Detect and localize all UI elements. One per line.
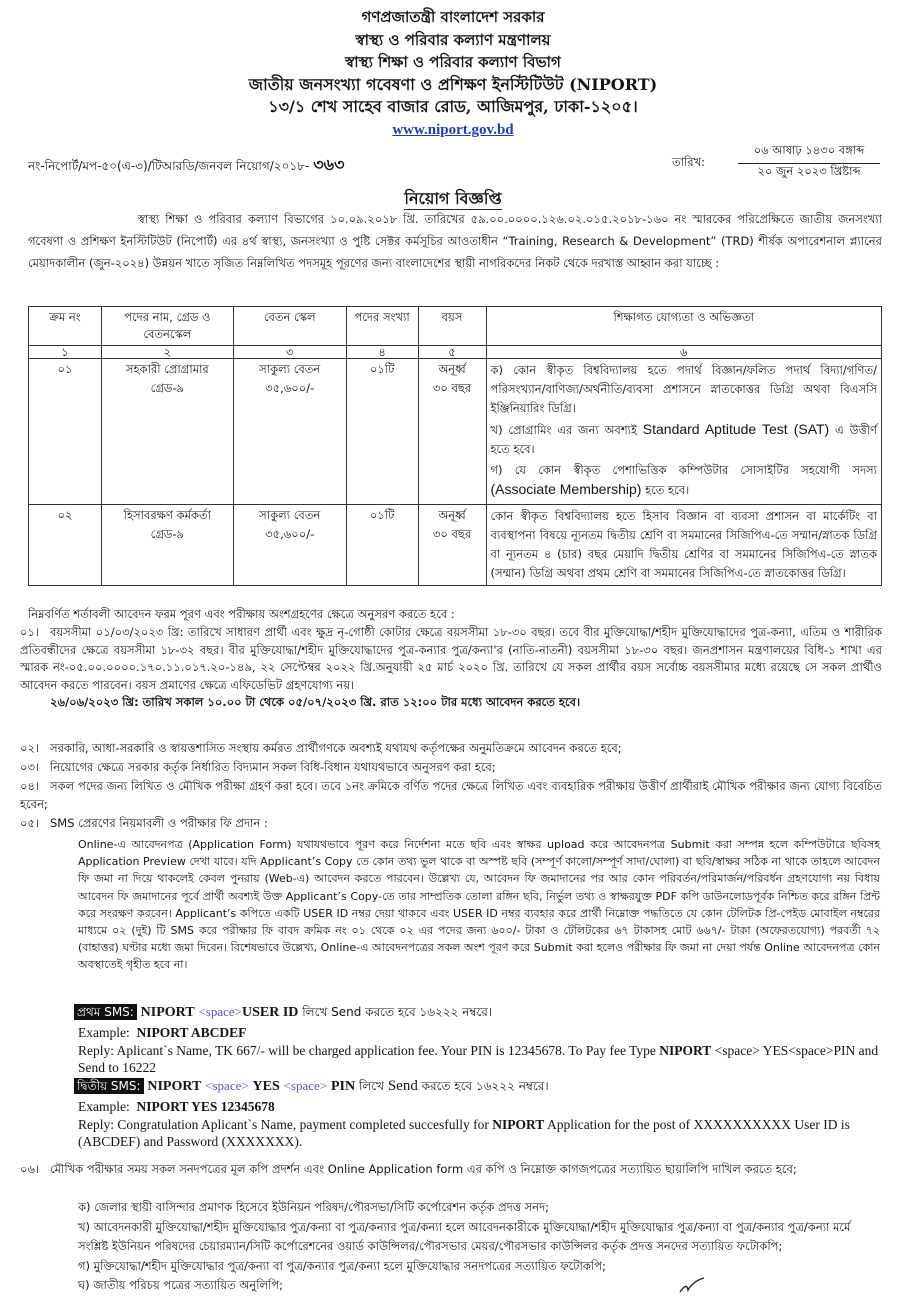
qualification-text: গ) যে কোন স্বীকৃত পেশাভিত্তিক কম্পিউটার সোসাইটির সহযোগী সদস্য [490, 463, 877, 477]
institute-name: জাতীয় জনসংখ্যা গবেষণা ও প্রশিক্ষণ ইনস্টিটিউট (NIPORT) [248, 74, 658, 94]
table-row [29, 505, 882, 586]
qualification-item: ক) কোন স্বীকৃত বিশ্ববিদ্যালয় হতে পদার্থ বিজ্ঞান/ফলিত পদার্থ বিদ্যা/গণিত/পরিসংখ্যান/বাণিজ্য/অর্থনীতি/ব্যবসা প্রশাসনে স্নাতকোত্তর ডিগ্রি অথবা বিএসসি ইঞ্জিনিয়ারিং ডিগ্রি। [490, 363, 877, 415]
date-gregorian: ২০ জুন ২০২৩ খ্রিষ্টাব্দ [757, 164, 861, 178]
document-item-ka: ক) জেলার স্থায়ী বাসিন্দার প্রমাণক হিসেবে ইউনিয়ন পরিষদ/পৌরসভা/সিটি কর্পোরেশন কর্তৃক প্রদত্ত সনদ; [78, 1200, 550, 1214]
condition-number: ০২। [20, 741, 40, 755]
second-sms-example [78, 1098, 882, 1115]
membership-text: (Associate Membership) [490, 481, 642, 497]
condition-text: সরকারি, আধা-সরকারি ও স্বায়ত্তশাসিত সংস্থায় কর্মরত প্রার্থীগণকে অবশ্যই যথাযথ কর্তৃপক্ষের অনুমতিক্রমে আবেদন করতে হবে; [50, 741, 622, 755]
post-count-cell: ০১টি [346, 505, 418, 586]
post-count-cell: ০১টি [346, 359, 418, 505]
sms-instruction: লিখে Send করতে হবে ১৬২২২ নম্বরে। [302, 1005, 493, 1019]
post-cell [101, 359, 233, 505]
age-cell [418, 505, 486, 586]
condition-text: সকল পদের জন্য লিখিত ও মৌখিক পরীক্ষা গ্রহণ করা হবে। তবে ১নং ক্রমিকে বর্ণিত পদের ক্ষেত্রে লিখিত এবং ব্যবহারিক পরীক্ষায় উত্তীর্ণ প্রার্থীরাই মৌখিক পরীক্ষার জন্য যোগ্য বিবেচিত হবেন; [20, 779, 882, 811]
sms-command: NIPORT [140, 1005, 195, 1020]
post-name: হিসাবরক্ষণ কর্মকর্তা [123, 508, 212, 522]
age-cell [418, 359, 486, 505]
column-header: শিক্ষাগত যোগ্যতা ও অভিজ্ঞতা [486, 307, 881, 346]
age-label: অনূর্ধ্ব [438, 362, 466, 376]
condition-number: ০৪। [20, 779, 40, 793]
application-dates: ২৬/০৬/২০২৩ খ্রি: তারিখ সকাল ১০.০০ টা থেকে ০৫/০৭/২০২৩ খ্রি. রাত ১২:০০ টার মধ্যে আবেদন করতে হবে। [50, 695, 581, 709]
condition-text: SMS প্রেরণের নিয়মাবলী ও পরীক্ষার ফি প্রদান : [50, 816, 268, 830]
first-sms-reply [78, 1042, 882, 1076]
column-header: পদের সংখ্যা [346, 307, 418, 346]
column-header: ক্রম নং [29, 307, 102, 346]
condition-4 [20, 778, 882, 813]
second-sms-line [74, 1078, 549, 1098]
age-label: অনূর্ধ্ব [438, 508, 466, 522]
salary-amount: ৩৫,৬০০/- [265, 527, 315, 541]
second-sms-reply [78, 1116, 882, 1150]
serial-cell: ০১ [29, 359, 102, 505]
qualification-text: এ উত্তীর্ণ হতে হবে। [490, 423, 878, 456]
example-label: Example: [78, 1099, 130, 1114]
memo-number-text: নং-নিপোর্ট/মপ-৫০(এ-৩)/টিআরডি/জনবল নিয়োগ/২০১৮- [28, 159, 310, 173]
column-number: ৬ [486, 346, 881, 359]
qualification-text: হতে হবে। [645, 483, 690, 497]
condition-number: ০১। [20, 625, 40, 639]
sms-instructions: Online-এ আবেদনপত্র (Application Form) যথাযথভাবে পূরণ করে নির্দেশনা মতে ছবি এবং স্বাক্ষর upload করে আবেদনপত্র Submit করা সম্পন্ন হলে কম্পিউটারে ছবিসহ Application Preview দেখা যাবে। যদি Applicant’s Copy তে কোন তথ্য ভুল থাকে বা অস্পষ্ট ছবি (সম্পূর্ণ কালো/সম্পূর্ণ সাদা/ঘোলা) বা ছবি/স্বাক্ষর সঠিক না থাকে তাহলে আবেদন ফি জমা না দিয়ে থাকলেই কেবল পুনরায় (Web-এ) আবেদন করতে পারবেন। উল্লেখ্য যে, আবেদন ফি জমাদানের পর আর কোন পরিবর্তন/পরিমার্জন/পরিবর্ধন গ্রহণযোগ্য নয় বিধায় আবেদন ফি জমাদানের পূর্বে প্রার্থী অবশ্যই উক্ত Applicant’s Copy-তে তার সাম্প্রতিক তোলা রঙ্গিন ছবি, নির্ভুল তথ্য ও স্বাক্ষরযুক্ত PDF কপি ডাউনলোডপূর্বক নিশ্চিত করে রঙ্গিন প্রিন্ট করে সংরক্ষণ করবেন। Applicant’s কপিতে একটি USER ID নম্বর দেয়া থাকবে এবং USER ID নম্বর ব্যবহার করে প্রার্থী নিম্নোক্ত পদ্ধতিতে যে কোন টেলিটক প্রি-পেইড মোবাইল নম্বরের মাধ্যমে ০২ (দুই) টি SMS করে পরীক্ষার ফি বাবদ ক্রমিক নং ০১ থেকে ০২ এর পদের জন্য ৬০০/- টাকা ও টেলিটকের ৬৭ টাকাসহ মোট ৬৬৭/- টাকা (অফেরতযোগ্য) পরবর্তী ৭২ (বাহাত্তর) ঘণ্টার মধ্যে জমা দিবেন। বিশেষভাবে উল্লেখ্য, Online-এ আবেদনপত্রের সকল অংশ পূরণ করে Submit করা হলেও পরীক্ষার ফি জমা না দেয়া পর্যন্ত Online আবেদনপত্র কোন অবস্থাতেই গৃহীত হবে না। [78, 838, 880, 972]
intro-text: স্বাস্থ্য শিক্ষা ও পরিবার কল্যাণ বিভাগের ১০.০৯.২০১৮ খ্রি. তারিখের ৫৯.০০.০০০০.১২৬.০২.০১৫.২০১৮-১৬০ নং স্মারকের পরিপ্রেক্ষিতে জাতীয় জনসংখ্যা গবেষণা ও প্রশিক্ষণ ইনস্টিটিউট (নিপোর্ট) এর ৪র্থ স্বাস্থ্য, জনসংখ্যা ও পুষ্টি সেক্টর কর্মসূচির আওতাধীন “Training, Research & Development” (TRD) শীর্ষক অপারেশনাল প্ল্যানের মেয়াদকালীন (জুন-২০২৪) উন্নয়ন খাতে সৃজিত নিম্নলিখিত পদসমূহ পূরণের জন্য বাংলাদেশের স্থায়ী নাগরিকদের নিকট থেকে দরখাস্ত আহ্বান করা যাচ্ছে : [28, 212, 882, 270]
post-name: সহকারী প্রোগ্রামার [125, 362, 209, 376]
space-token: <space> [198, 1004, 243, 1019]
sat-text: Standard Aptitude Test (SAT) [642, 421, 830, 437]
letterhead [0, 6, 906, 139]
salary-label: সাকুল্য বেতন [259, 508, 321, 522]
column-header: পদের নাম, গ্রেড ও বেতনস্কেল [101, 307, 233, 346]
condition-2 [20, 740, 882, 758]
condition-number: ০৩। [20, 760, 40, 774]
first-sms-line [74, 1004, 492, 1024]
table-row [29, 359, 882, 505]
example-value: NIPORT YES 12345678 [136, 1099, 275, 1114]
document-item-gha: ঘ) জাতীয় পরিচয় পত্রের সত্যায়িত অনুলিপি; [78, 1278, 284, 1292]
serial-cell: ০২ [29, 505, 102, 586]
memo-number-suffix: ৩৬৩ [313, 155, 345, 174]
sms-command: YES [252, 1079, 280, 1094]
conditions-intro: নিম্নবর্ণিত শর্তাবলী আবেদন ফরম পূরণ এবং পরীক্ষায় অংশগ্রহণের ক্ষেত্রে অনুসরণ করতে হবে : [28, 607, 455, 621]
table-header-row [29, 307, 882, 346]
condition-number: ০৬। [20, 1162, 40, 1176]
condition-number: ০৫। [20, 816, 40, 830]
qualification-cell [486, 359, 881, 505]
column-number: ১ [29, 346, 102, 359]
date-label: তারিখ: [672, 155, 706, 169]
division-name: স্বাস্থ্য শিক্ষা ও পরিবার কল্যাণ বিভাগ [345, 53, 561, 71]
sms-command: PIN [330, 1079, 356, 1094]
date-bangla-calendar: ০৬ আষাঢ় ১৪৩০ বঙ্গাব্দ [738, 142, 880, 164]
column-number: ৪ [346, 346, 418, 359]
post-grade: গ্রেড-৯ [150, 527, 185, 541]
reply-text: Reply: Congratulation Aplicant`s Name, payment completed succesfully for [78, 1117, 489, 1132]
sms-instruction: করতে হবে ১৬২২২ নম্বরে। [421, 1079, 549, 1093]
example-value: NIPORT ABCDEF [136, 1025, 247, 1040]
document-item-kha: খ) আবেদনকারী মুক্তিযোদ্ধা/শহীদ মুক্তিযোদ্ধার পুত্র/কন্যা বা পুত্র/কন্যার পুত্র/কন্যা হলে আবেদনকারীকে মুক্তিযোদ্ধা/শহীদ মুক্তিযোদ্ধার পুত্র/কন্যা বা পুত্র/কন্যার পুত্র/কন্যা মর্মে সংশ্লিষ্ট ইউনিয়ন পরিষদের চেয়ারম্যান/সিটি কর্পোরেশনের ওয়ার্ড কাউন্সিলর/পৌরসভার মেয়র/পৌরসভার কাউন্সিলর কর্তৃক প্রদত্ত সনদের সত্যায়িত ফটোকপি; [78, 1220, 851, 1253]
column-number-row [29, 346, 882, 359]
space-token: <space> [283, 1078, 328, 1093]
column-number: ২ [101, 346, 233, 359]
sms-instruction-send: Send [387, 1078, 418, 1094]
reply-text: Application for the post of XXXXXXXXXX User ID is (ABCDEF) and Password (XXXXXXX). [78, 1117, 850, 1149]
notice-title-text: নিয়োগ বিজ্ঞপ্তি [404, 189, 502, 208]
post-cell [101, 505, 233, 586]
salary-label: সাকুল্য বেতন [259, 362, 321, 376]
sms-command: NIPORT [147, 1079, 202, 1094]
age-limit: ৩০ বছর [432, 381, 472, 395]
condition-text: মৌখিক পরীক্ষার সময় সকল সনদপত্রের মূল কপি প্রদর্শন এবং Online Application form এর কপি ও নিম্নোক্ত কাগজপত্রের সত্যায়িত ছায়ালিপি দাখিল করতে হবে; [50, 1162, 797, 1176]
first-sms-example [78, 1024, 882, 1041]
condition-6 [20, 1160, 882, 1179]
government-name: গণপ্রজাতন্ত্রী বাংলাদেশ সরকার [361, 8, 545, 26]
condition-1 [20, 624, 882, 712]
qualification-text: খ) প্রোগ্রামিং এর জন্য অবশ্যই [490, 423, 637, 437]
reply-text: <space> YES<space>PIN and Send to 16222 [78, 1043, 879, 1075]
example-label: Example: [78, 1025, 130, 1040]
condition-text: নিয়োগের ক্ষেত্রে সরকার কর্তৃক নির্ধারিত বিদ্যমান সকল বিধি-বিধান যথাযথভাবে অনুসরণ করা হবে; [50, 760, 496, 774]
salary-amount: ৩৫,৬০০/- [265, 381, 315, 395]
salary-cell [233, 505, 346, 586]
posts-table [28, 306, 882, 586]
memo-number [28, 152, 345, 179]
condition-5 [20, 815, 882, 833]
column-number: ৫ [418, 346, 486, 359]
ministry-name: স্বাস্থ্য ও পরিবার কল্যাণ মন্ত্রণালয় [355, 30, 551, 49]
reply-keyword: NIPORT [659, 1043, 712, 1058]
qualification-item [491, 420, 877, 459]
space-token: <space> [205, 1078, 249, 1093]
reply-keyword: NIPORT [492, 1117, 545, 1132]
column-header: বেতন স্কেল [233, 307, 346, 346]
second-sms-tag: দ্বিতীয় SMS: [74, 1078, 144, 1094]
sms-command: USER ID [242, 1005, 299, 1020]
column-number: ৩ [233, 346, 346, 359]
qualification-cell: কোন স্বীকৃত বিশ্ববিদ্যালয় হতে হিসাব বিজ্ঞান বা ব্যবসা প্রশাসন বা মার্কেটিং বা ব্যবস্থাপনা বিষয়ে ন্যূনতম দ্বিতীয় শ্রেণি বা সমমানের সিজিপিএ-তে সম্মান/স্নাতক ডিগ্রি বা ন্যূনতম ৪ (চার) বছর মেয়াদি দ্বিতীয় শ্রেণির বা সমমানের সিজিপিএ-তে স্নাতক (সম্মান) ডিগ্রি অথবা প্রথম শ্রেণি বা সমমানের সিজিপিএ-তে স্নাতকোত্তর ডিগ্রি। [486, 505, 881, 586]
sms-instruction: লিখে [358, 1079, 384, 1093]
condition-text: বয়সসীমা ০১/০৩/২০২৩ খ্রি: তারিখে সাধারণ প্রার্থী এবং ক্ষুদ্র নৃ-গোষ্ঠী কোটার ক্ষেত্রে বয়সসীমা ১৮-৩০ বছর। তবে বীর মুক্তিযোদ্ধা/শহীদ মুক্তিযোদ্ধাদের পুত্র-কন্যা, এতিম ও শারীরিক প্রতিবন্ধীদের ক্ষেত্রে বয়সসীমা ১৮-৩২ বছর। বীর মুক্তিযোদ্ধা/শহীদ মুক্তিযোদ্ধাদের পুত্র-কন্যার পুত্র/কন্যা'র (নাতি-নাতনী) বয়সসীমা ১৮-৩০ বছর। জনপ্রশাসন মন্ত্রণালয়ের বিধি-১ শাখা এর স্মারক নং-০৫.০০.০০০০.১৭০.১১.০১৭.২০-১৪৯, ২২ সেপ্টেম্বর ২০২২ খ্রি.অনুযায়ী ২৫ মার্চ ২০২০ খ্রি. তারিখে যে সকল প্রার্থীর বয়স সর্বোচ্চ বয়সসীমার মধ্যে রয়েছে সে সকল প্রার্থীও আবেদন করতে পারবেন। বয়স প্রমাণের ক্ষেত্রে এফিডেভিট গ্রহণযোগ্য নয়। [20, 625, 882, 692]
qualification-item [491, 461, 877, 500]
first-sms-tag: প্রথম SMS: [74, 1004, 137, 1020]
post-grade: গ্রেড-৯ [150, 381, 185, 395]
document-item-ga: গ) মুক্তিযোদ্ধা/শহীদ মুক্তিযোদ্ধার পুত্র/কন্যা বা পুত্র/কন্যার পুত্র/কন্যা হলে মুক্তিযোদ্ধার সনদপত্রের সত্যায়িত ফটোকপি; [78, 1259, 606, 1273]
website-link[interactable]: www.niport.gov.bd [392, 121, 514, 138]
age-limit: ৩০ বছর [432, 527, 472, 541]
initials-signature-icon [678, 1276, 708, 1296]
condition-3 [20, 759, 882, 777]
salary-cell [233, 359, 346, 505]
institute-address: ১৩/১ শেখ সাহেব বাজার রোড, আজিমপুর, ঢাকা-১২০৫। [268, 97, 638, 116]
column-header: বয়স [418, 307, 486, 346]
reply-text: Reply: Aplicant`s Name, TK 667/- will be charged application fee. Your PIN is 12345678. To Pay fee Type [78, 1043, 656, 1058]
intro-paragraph [28, 208, 882, 274]
